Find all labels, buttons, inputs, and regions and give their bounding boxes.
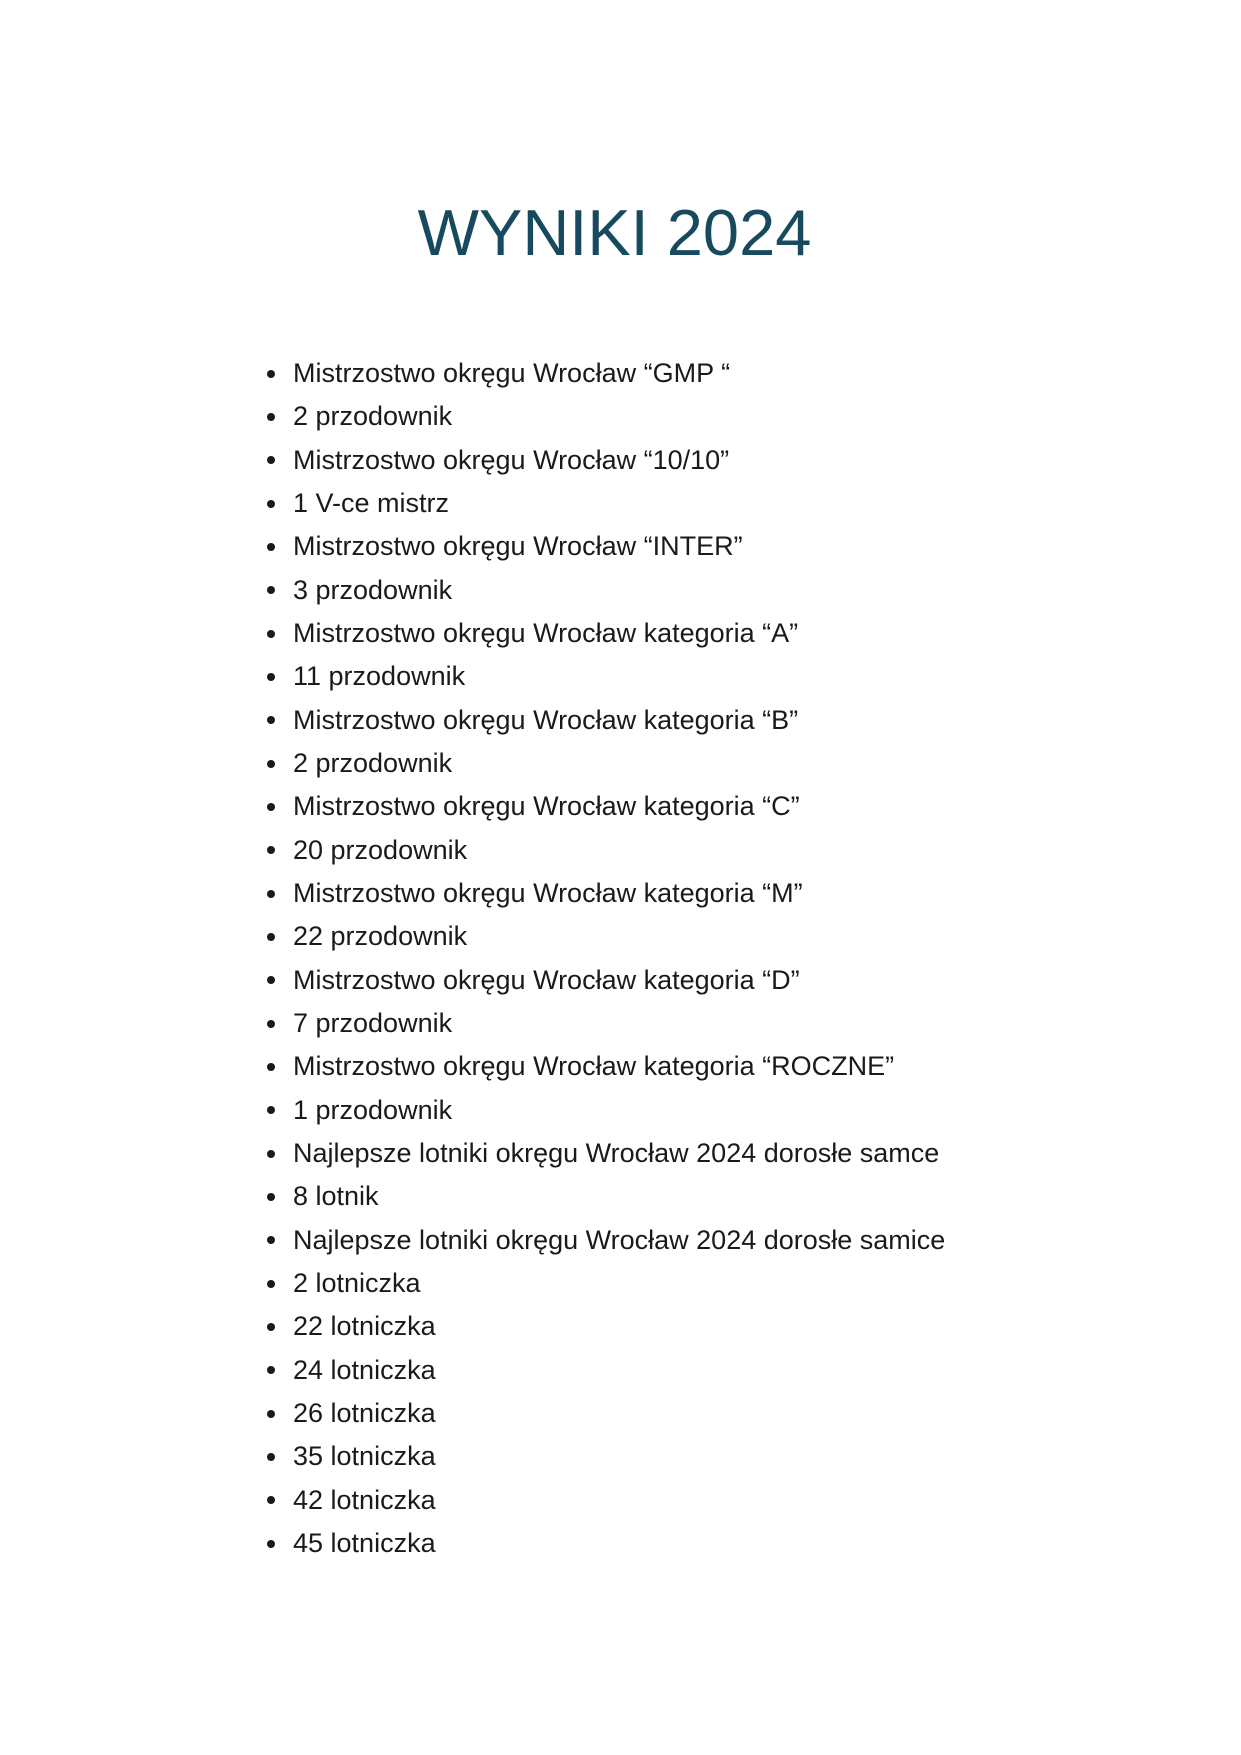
- list-item: [0, 1522, 1241, 1565]
- list-item: [0, 959, 1241, 1002]
- results-list: [0, 352, 1241, 1565]
- list-item-text: 3 przodownik: [293, 574, 453, 605]
- bullet-icon: [267, 1193, 275, 1201]
- list-item: [0, 1479, 1241, 1522]
- list-item: [0, 1262, 1241, 1305]
- list-item-text: 24 lotniczka: [293, 1354, 436, 1385]
- bullet-icon: [267, 890, 275, 898]
- list-item-text: 22 lotniczka: [293, 1311, 436, 1342]
- list-item: [0, 655, 1241, 698]
- bullet-icon: [267, 1453, 275, 1461]
- list-item-text: Mistrzostwo okręgu Wrocław “INTER”: [293, 531, 743, 562]
- bullet-icon: [267, 413, 275, 421]
- list-item: [0, 1132, 1241, 1175]
- list-item-text: 1 przodownik: [293, 1094, 453, 1125]
- bullet-icon: [267, 370, 275, 378]
- bullet-icon: [267, 1106, 275, 1114]
- list-item-text: Mistrzostwo okręgu Wrocław kategoria “M”: [293, 877, 803, 908]
- bullet-icon: [267, 500, 275, 508]
- list-item: [0, 872, 1241, 915]
- bullet-icon: [267, 1150, 275, 1158]
- list-item-text: 20 przodownik: [293, 834, 468, 865]
- bullet-icon: [267, 1063, 275, 1071]
- list-item: [0, 915, 1241, 958]
- bullet-icon: [267, 586, 275, 594]
- list-item: [0, 829, 1241, 872]
- list-item-text: Mistrzostwo okręgu Wrocław kategoria “ROCZNE”: [293, 1051, 895, 1082]
- bullet-icon: [267, 1540, 275, 1548]
- list-item-text: 35 lotniczka: [293, 1441, 436, 1472]
- list-item-text: Mistrzostwo okręgu Wrocław kategoria “A”: [293, 617, 799, 648]
- list-item: [0, 1045, 1241, 1088]
- list-item-text: Mistrzostwo okręgu Wrocław “10/10”: [293, 444, 730, 475]
- list-item: [0, 1219, 1241, 1262]
- list-item-text: Mistrzostwo okręgu Wrocław “GMP “: [293, 358, 731, 388]
- list-item: [0, 1089, 1241, 1132]
- bullet-icon: [267, 456, 275, 464]
- bullet-icon: [267, 933, 275, 941]
- bullet-icon: [267, 1410, 275, 1418]
- list-item: [0, 1175, 1241, 1218]
- list-item: [0, 742, 1241, 785]
- bullet-icon: [267, 673, 275, 681]
- list-item-text: Mistrzostwo okręgu Wrocław kategoria “C”: [293, 791, 800, 822]
- bullet-icon: [267, 760, 275, 768]
- list-item-text: 2 przodownik: [293, 401, 453, 432]
- list-item-text: Mistrzostwo okręgu Wrocław kategoria “B”: [293, 704, 799, 735]
- list-item: [0, 1305, 1241, 1348]
- list-item-text: 45 lotniczka: [293, 1527, 436, 1558]
- list-item-text: Mistrzostwo okręgu Wrocław kategoria “D”: [293, 964, 800, 995]
- bullet-icon: [267, 846, 275, 854]
- list-item: [0, 699, 1241, 742]
- page-title: WYNIKI 2024: [417, 196, 812, 269]
- bullet-icon: [267, 1496, 275, 1504]
- list-item: [0, 352, 1241, 395]
- bullet-icon: [267, 1280, 275, 1288]
- list-item: [0, 395, 1241, 438]
- bullet-icon: [267, 1236, 275, 1244]
- list-item-text: 2 przodownik: [293, 747, 453, 778]
- list-item: [0, 1002, 1241, 1045]
- list-item-text: 11 przodownik: [293, 661, 466, 692]
- bullet-icon: [267, 1020, 275, 1028]
- list-item: [0, 1435, 1241, 1478]
- list-item-text: 2 lotniczka: [293, 1267, 421, 1298]
- list-item-text: 42 lotniczka: [293, 1484, 436, 1515]
- list-item-text: Najlepsze lotniki okręgu Wrocław 2024 dorosłe samice: [293, 1224, 946, 1255]
- list-item: [0, 525, 1241, 568]
- list-item: [0, 1392, 1241, 1435]
- bullet-icon: [267, 630, 275, 638]
- list-item: [0, 612, 1241, 655]
- list-item: [0, 482, 1241, 525]
- list-item-text: Najlepsze lotniki okręgu Wrocław 2024 dorosłe samce: [293, 1137, 940, 1168]
- list-item-text: 26 lotniczka: [293, 1397, 436, 1428]
- list-item: [0, 785, 1241, 828]
- bullet-icon: [267, 1366, 275, 1374]
- list-item-text: 8 lotnik: [293, 1181, 379, 1212]
- list-item: [0, 1349, 1241, 1392]
- list-item-text: 22 przodownik: [293, 921, 468, 952]
- list-item: [0, 439, 1241, 482]
- list-item: [0, 569, 1241, 612]
- bullet-icon: [267, 1323, 275, 1331]
- bullet-icon: [267, 803, 275, 811]
- bullet-icon: [267, 543, 275, 551]
- list-item-text: 7 przodownik: [293, 1007, 453, 1038]
- list-item-text: 1 V-ce mistrz: [293, 487, 450, 518]
- bullet-icon: [267, 976, 275, 984]
- bullet-icon: [267, 716, 275, 724]
